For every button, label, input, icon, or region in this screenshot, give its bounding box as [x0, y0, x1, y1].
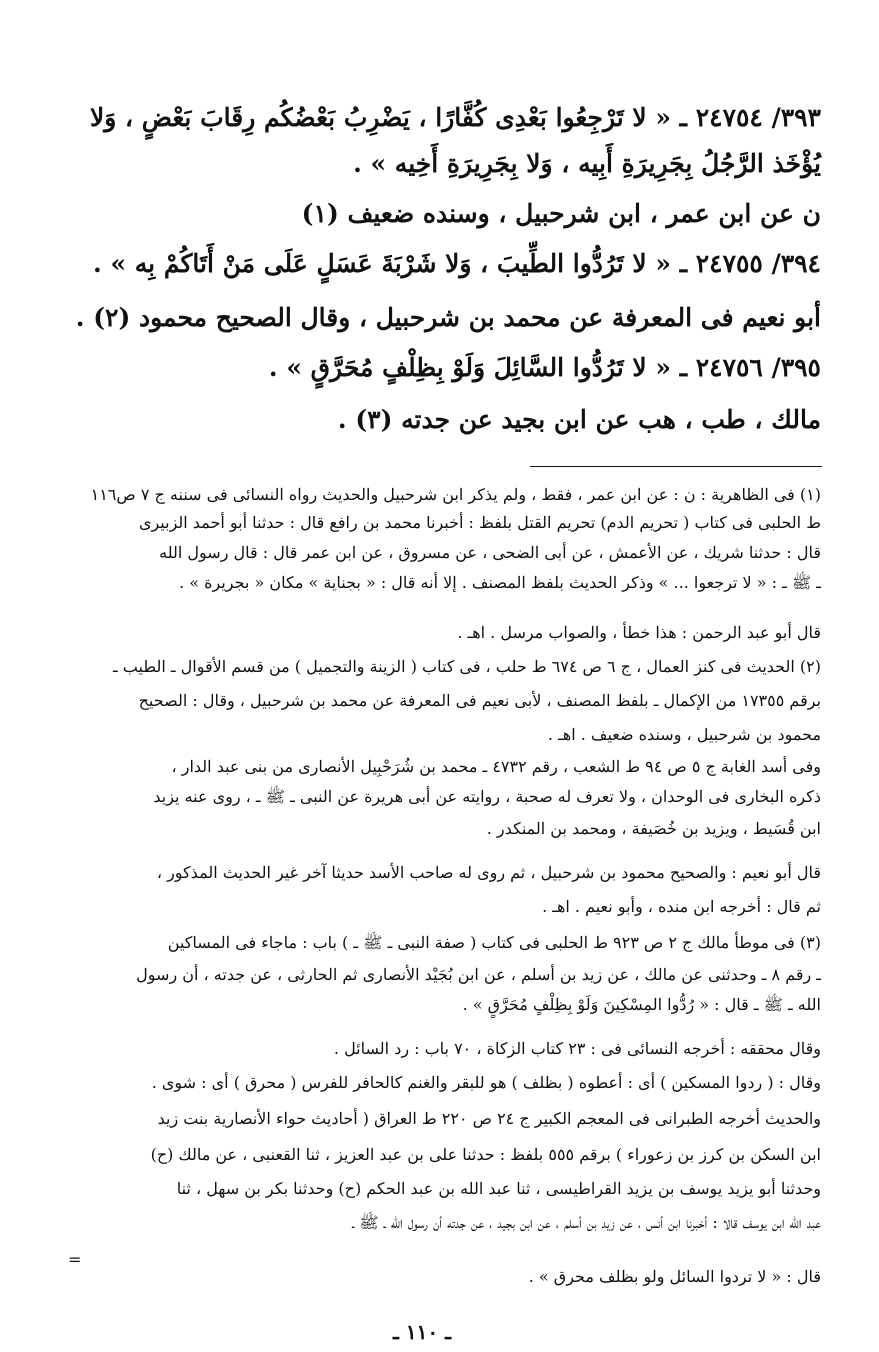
footnote-line: ابن قُسَيط ، ويزيد بن خُصَيفة ، ومحمد بن المنكدر . — [486, 819, 821, 838]
footnote-line: وحدثنا أبو يزيد يوسف بن يزيد القراطيسى ، ثنا عبد الله بن عبد الحكم (ح) وحدثنا بكر بن سهل ، ثنا — [176, 1179, 821, 1198]
hadith-394-text: ٣٩٤/ ٢٤٧٥٥ ـ « لا تَرُدُّوا الطِّيبَ ، وَلا شَرْبَةَ عَسَلٍ عَلَى مَنْ أَتَاكُمْ بِه » . — [93, 249, 821, 278]
footnote-line: قال أبو عبد الرحمن : هذا خطأ ، والصواب مرسل . اهـ . — [457, 623, 821, 642]
hadith-393-line-1: ٣٩٣/ ٢٤٧٥٤ ـ « لا تَرْجِعُوا بَعْدِى كُفَّارًا ، يَضْرِبُ بَعْضُكُم رِقَابَ بَعْضٍ ، وَلا — [89, 103, 821, 132]
footnote-line: عبد الله ابن يوسف قالا : أخبرنا ابن أنس ، عن زيد بن أسلم ، عن ابن بجيد ، عن جدته أن رسول الله ـ ﷺ ـ — [352, 1213, 821, 1232]
footnote-line: وقال : ( ردوا المسكين ) أى : أعطوه ( بظلف ) هو للبقر والغنم كالحافر للفرس ( محرق ) أى : شوى . — [151, 1073, 821, 1092]
footnote-divider — [530, 466, 822, 467]
footnote-line: ابن السكن بن كرز بن زعوراء ) برقم ٥٥٥ بلفظ : حدثنا على بن عبد العزيز ، ثنا القعنبى ، عن مالك (ح) — [150, 1145, 821, 1164]
hadith-394-source: أبو نعيم فى المعرفة عن محمد بن شرحبيل ، وقال الصحيح محمود (٢) . — [75, 303, 821, 332]
footnote-line: (٢) الحديث فى كنز العمال ، ج ٦ ص ٦٧٤ ط حلب ، فى كتاب ( الزينة والتجميل ) من قسم الأقوال ـ الطيب ـ — [113, 657, 821, 676]
hadith-395-source: مالك ، طب ، هب عن ابن بجيد عن جدته (٣) . — [337, 405, 821, 434]
footnote-line: قال : حدثنا شريك ، عن الأعمش ، عن أبى الضحى ، عن مسروق ، عن ابن عمر قال : قال رسول الله — [159, 543, 821, 562]
hadith-395-text: ٣٩٥/ ٢٤٧٥٦ ـ « لا تَرُدُّوا السَّائِلَ وَلَوْ بِظِلْفٍ مُحَرَّقٍ » . — [268, 353, 821, 382]
footnote-line: قال : « لا تردوا السائل ولو بظلف محرق » . — [528, 1267, 821, 1286]
footnote-line: (١) فى الظاهرية : ن : عن ابن عمر ، فقط ، ولم يذكر ابن شرحبيل والحديث رواه النسائى فى سننه ج ٧ ص١١٦ — [90, 485, 821, 504]
footnote-line: قال أبو نعيم : والصحيح محمود بن شرحبيل ، ثم روى له صاحب الأسد حديثا آخر غير الحديث المذكور ، — [156, 863, 821, 882]
footnote-line: وقال محققه : أخرجه النسائى فى : ٢٣ كتاب الزكاة ، ٧٠ باب : رد السائل . — [333, 1039, 821, 1058]
continuation-mark: = — [68, 1250, 82, 1269]
hadith-393-line-2: يُؤْخَذ الرَّجُلُ بِجَرِيرَةِ أَبِيه ، وَلا بِجَرِيرَةِ أَخِيه » . — [353, 149, 821, 178]
footnote-line: ـ ﷺ ـ : « لا ترجعوا ... » وذكر الحديث بلفظ المصنف . إلا أنه قال : « بجناية » مكان « بجريرة » . — [179, 573, 821, 592]
footnote-line: محمود بن شرحبيل ، وسنده ضعيف . اهـ . — [547, 725, 821, 744]
footnote-line: ثم قال : أخرجه ابن منده ، وأبو نعيم . اهـ . — [542, 897, 821, 916]
footnote-line: ـ رقم ٨ ـ وحدثنى عن مالك ، عن زيد بن أسلم ، عن ابن بُجَيْد الأنصارى ثم الحارثى ، عن جدته ، أن رسول — [136, 965, 821, 984]
footnote-line: وفى أسد الغابة ج ٥ ص ٩٤ ط الشعب ، رقم ٤٧٣٢ ـ محمد بن شُرَحْبِيل الأنصارى من بنى عبد الدار ، — [171, 757, 821, 776]
footnote-line: (٣) فى موطأ مالك ج ٢ ص ٩٢٣ ط الحلبى فى كتاب ( صفة النبى ـ ﷺ ـ ) باب : ماجاء فى المساكين — [167, 933, 821, 952]
page-number: ـ ١١٠ ـ — [393, 1320, 451, 1344]
footnote-line: ذكره البخارى فى الوحدان ، ولا تعرف له صحبة ، روايته عن أبى هريرة عن النبى ـ ﷺ ـ ، روى عنه يزيد — [153, 787, 821, 806]
footnote-line: ط الحلبى فى كتاب ( تحريم الدم) تحريم القتل بلفظ : أخبرنا محمد بن رافع قال : حدثنا أبو أحمد الزبيرى — [138, 513, 821, 532]
footnote-line: برقم ١٧٣٥٥ من الإكمال ـ بلفظ المصنف ، لأبى نعيم فى المعرفة عن محمد بن شرحبيل ، وقال : الصحيح — [138, 691, 821, 710]
footnote-line: والحديث أخرجه الطبرانى فى المعجم الكبير ج ٢٤ ص ٢٢٠ ط العراق ( أحاديث حواء الأنصارية بنت زيد — [157, 1109, 821, 1128]
footnote-line: الله ـ ﷺ ـ قال : « رُدُّوا المِسْكِينَ وَلَوْ بِظِلْفٍ مُحَرَّقٍ » . — [462, 995, 821, 1014]
hadith-393-source: ن عن ابن عمر ، ابن شرحبيل ، وسنده ضعيف (١) — [301, 199, 821, 228]
